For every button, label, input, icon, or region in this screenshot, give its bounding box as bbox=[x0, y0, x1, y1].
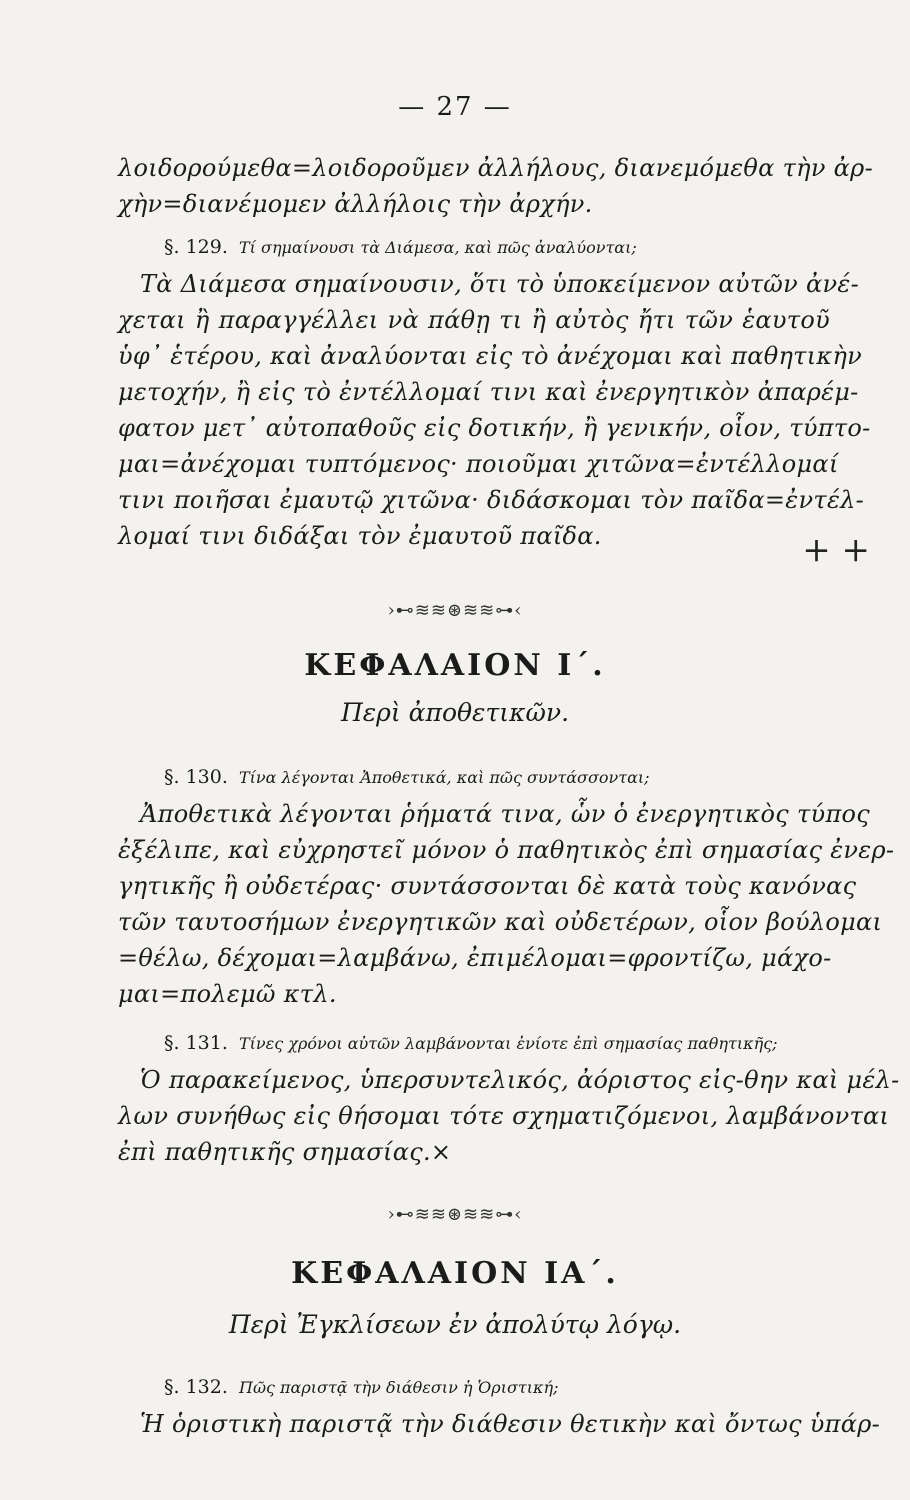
question-text: Τί σημαίνουσι τὰ Διάμεσα, καὶ πῶς ἀναλύονται; bbox=[238, 238, 637, 257]
question-130 bbox=[118, 762, 830, 792]
text-line: μαι=ἀνέχομαι τυπτόμενος· ποιοῦμαι χιτῶνα=ἐντέλλομαί bbox=[118, 450, 839, 478]
text-line: μαι=πολεμῶ κτλ. bbox=[118, 980, 337, 1008]
question-129 bbox=[118, 232, 830, 262]
section-number: §. 130. bbox=[164, 766, 228, 788]
text-line: τῶν ταυτοσήμων ἐνεργητικῶν καὶ οὐδετέρων, οἷον βούλομαι bbox=[118, 908, 883, 936]
text-line: ὑφ᾽ ἑτέρου, καὶ ἀναλύονται εἰς τὸ ἀνέχομαι καὶ παθητικὴν bbox=[118, 342, 863, 370]
paragraph-5 bbox=[118, 1406, 881, 1442]
paragraph-2 bbox=[118, 266, 871, 554]
ornament-divider: ›⊷≋≋⊛≋≋⊶‹ bbox=[387, 1204, 523, 1225]
text-line: ἐξέλιπε, καὶ εὐχρηστεῖ μόνον ὁ παθητικὸς ἐπὶ σημασίας ἐνερ- bbox=[118, 836, 895, 864]
text-line: χεται ἢ παραγγέλλει νὰ πάθῃ τι ἢ αὐτὸς ἤτι τῶν ἑαυτοῦ bbox=[118, 306, 830, 334]
text-line: τινι ποιῆσαι ἐμαυτῷ χιτῶνα· διδάσκομαι τὸν παῖδα=ἐντέλ- bbox=[118, 486, 865, 514]
paragraph-3 bbox=[118, 796, 895, 1012]
chapter-title: ΚΕΦΑΛΑΙΟΝ ΙΑ΄. bbox=[291, 1256, 619, 1291]
text-line: Τὰ Διάμεσα σημαίνουσιν, ὅτι τὸ ὑποκείμενον αὐτῶν ἀνέ- bbox=[140, 270, 859, 298]
text-line: χὴν=διανέμομεν ἀλλήλοις τὴν ἀρχήν. bbox=[118, 190, 593, 218]
text-line: =θέλω, δέχομαι=λαμβάνω, ἐπιμέλομαι=φροντίζω, μάχο- bbox=[118, 944, 832, 972]
text-line: λων συνήθως εἰς θήσομαι τότε σχηματιζόμενοι, λαμβάνονται bbox=[118, 1102, 890, 1130]
text-line: ἐπὶ παθητικῆς σημασίας.× bbox=[118, 1138, 452, 1166]
chapter-subtitle: Περὶ ἀποθετικῶν. bbox=[340, 698, 570, 727]
text-line: λοιδορούμεθα=λοιδοροῦμεν ἀλλήλους, διανεμόμεθα τὴν ἀρ- bbox=[118, 154, 873, 182]
question-text: Τίνες χρόνοι αὐτῶν λαμβάνονται ἐνίοτε ἐπὶ σημασίας παθητικῆς; bbox=[238, 1034, 778, 1053]
question-text: Τίνα λέγονται Ἀποθετικά, καὶ πῶς συντάσσονται; bbox=[238, 768, 650, 787]
ornament-divider: ›⊷≋≋⊛≋≋⊶‹ bbox=[387, 600, 523, 621]
margin-cross-mark: + + bbox=[802, 530, 870, 570]
section-number: §. 131. bbox=[164, 1032, 228, 1054]
paragraph-1 bbox=[118, 150, 873, 222]
text-line: γητικῆς ἢ οὐδετέρας· συντάσσονται δὲ κατὰ τοὺς κανόνας bbox=[118, 872, 857, 900]
text-line: φατον μετ᾽ αὐτοπαθοῦς εἰς δοτικήν, ἢ γενικήν, οἷον, τύπτο- bbox=[118, 414, 871, 442]
page-number: — 27 — bbox=[398, 92, 512, 122]
section-number: §. 129. bbox=[164, 236, 228, 258]
question-text: Πῶς παριστᾷ τὴν διάθεσιν ἡ Ὁριστική; bbox=[238, 1378, 559, 1397]
paragraph-4 bbox=[118, 1062, 900, 1170]
question-132 bbox=[118, 1372, 830, 1402]
section-number: §. 132. bbox=[164, 1376, 228, 1398]
text-line: μετοχήν, ἢ εἰς τὸ ἐντέλλομαί τινι καὶ ἐνεργητικὸν ἀπαρέμ- bbox=[118, 378, 859, 406]
text-line: Ὁ παρακείμενος, ὑπερσυντελικός, ἀόριστος εἰς-θην καὶ μέλ- bbox=[140, 1066, 900, 1094]
chapter-title: ΚΕΦΑΛΑΙΟΝ Ι΄. bbox=[304, 648, 606, 683]
question-131 bbox=[118, 1028, 830, 1058]
text-line: Ἡ ὁριστικὴ παριστᾷ τὴν διάθεσιν θετικὴν καὶ ὄντως ὑπάρ- bbox=[140, 1410, 881, 1438]
text-line: λομαί τινι διδάξαι τὸν ἐμαυτοῦ παῖδα. bbox=[118, 522, 602, 550]
chapter-subtitle: Περὶ Ἐγκλίσεων ἐν ἀπολύτῳ λόγῳ. bbox=[228, 1310, 682, 1339]
text-line: Ἀποθετικὰ λέγονται ῥήματά τινα, ὧν ὁ ἐνεργητικὸς τύπος bbox=[140, 800, 871, 828]
